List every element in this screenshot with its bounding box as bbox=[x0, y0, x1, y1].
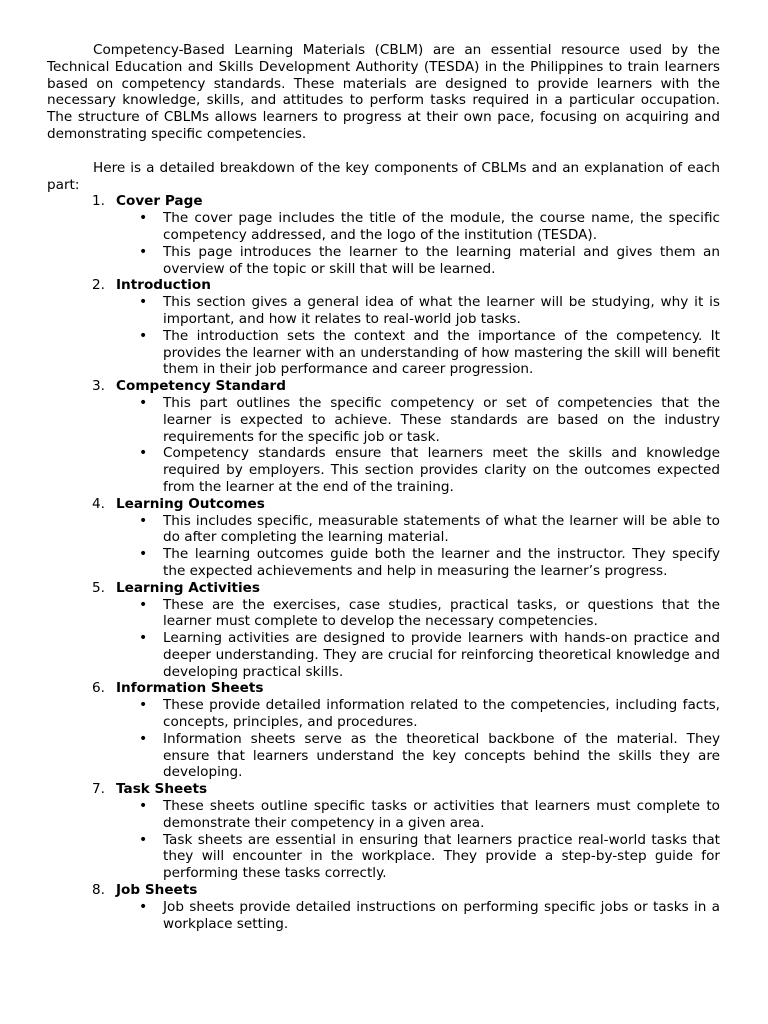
component-bullets bbox=[116, 395, 720, 496]
bullet-item: • These sheets outline specific tasks or activities that learners must complete to demonstrate their competency in a given area. bbox=[163, 798, 720, 832]
bullet-item: • Job sheets provide detailed instructions on performing specific jobs or tasks in a workplace setting. bbox=[163, 899, 720, 933]
component-title: Cover Page bbox=[116, 193, 203, 210]
component-title: Task Sheets bbox=[116, 781, 208, 798]
component-item bbox=[116, 781, 720, 882]
component-item bbox=[116, 496, 720, 580]
component-bullets bbox=[116, 899, 720, 933]
bullet-item: • Learning activities are designed to provide learners with hands-on practice and deeper understanding. They are crucial for reinforcing theoretical knowledge and developing practical skills. bbox=[163, 630, 720, 680]
component-item bbox=[116, 882, 720, 932]
bullet-item: • These are the exercises, case studies, practical tasks, or questions that the learner must complete to develop the necessary competencies. bbox=[163, 597, 720, 631]
bullet-item: • Information sheets serve as the theoretical backbone of the material. They ensure that learners understand the key concepts behind the skills they are developing. bbox=[163, 731, 720, 781]
intro-paragraph: Competency-Based Learning Materials (CBLM) are an essential resource used by the Technical Education and Skills Development Authority (TESDA) in the Philippines to train learners based on competency standards. These materials are designed to provide learners with the necessary knowledge, skills, and attitudes to perform tasks required in a particular occupation. The structure of CBLMs allows learners to progress at their own pace, focusing on acquiring and demonstrating specific competencies. bbox=[47, 42, 720, 142]
bullet-item: • This part outlines the specific competency or set of competencies that the learner is expected to achieve. These standards are based on the industry requirements for the specific job or task. bbox=[163, 395, 720, 445]
component-bullets bbox=[116, 210, 720, 277]
bullet-item: • This page introduces the learner to the learning material and gives them an overview of the topic or skill that will be learned. bbox=[163, 244, 720, 278]
bullet-item: • This includes specific, measurable statements of what the learner will be able to do after completing the learning material. bbox=[163, 513, 720, 547]
bullet-item: • Competency standards ensure that learners meet the skills and knowledge required by employers. This section provides clarity on the outcomes expected from the learner at the end of the training. bbox=[163, 445, 720, 495]
component-bullets bbox=[116, 513, 720, 580]
component-title: Introduction bbox=[116, 277, 211, 294]
bullet-item: • This section gives a general idea of what the learner will be studying, why it is important, and how it relates to real-world job tasks. bbox=[163, 294, 720, 328]
component-item bbox=[116, 680, 720, 781]
component-bullets bbox=[116, 697, 720, 781]
component-bullets bbox=[116, 798, 720, 882]
components-list bbox=[47, 193, 720, 932]
component-item bbox=[116, 277, 720, 378]
component-title: Competency Standard bbox=[116, 378, 286, 395]
bullet-item: • The cover page includes the title of the module, the course name, the specific competency addressed, and the logo of the institution (TESDA). bbox=[163, 210, 720, 244]
component-item bbox=[116, 193, 720, 277]
component-bullets bbox=[116, 294, 720, 378]
breakdown-intro-paragraph: Here is a detailed breakdown of the key components of CBLMs and an explanation of each part: bbox=[47, 159, 720, 193]
component-item bbox=[116, 378, 720, 496]
component-title: Information Sheets bbox=[116, 680, 264, 697]
component-title: Learning Activities bbox=[116, 579, 260, 596]
component-bullets bbox=[116, 597, 720, 681]
component-item bbox=[116, 580, 720, 681]
component-title: Learning Outcomes bbox=[116, 495, 265, 512]
bullet-item: • Task sheets are essential in ensuring that learners practice real-world tasks that they will encounter in the workplace. They provide a step-by-step guide for performing these tasks correctly. bbox=[163, 832, 720, 882]
component-title: Job Sheets bbox=[116, 882, 198, 899]
bullet-item: • These provide detailed information related to the competencies, including facts, concepts, principles, and procedures. bbox=[163, 697, 720, 731]
bullet-item: • The introduction sets the context and the importance of the competency. It provides the learner with an understanding of how mastering the skill will benefit them in their job performance and career progression. bbox=[163, 328, 720, 378]
bullet-item: • The learning outcomes guide both the learner and the instructor. They specify the expected achievements and help in measuring the learner’s progress. bbox=[163, 546, 720, 580]
